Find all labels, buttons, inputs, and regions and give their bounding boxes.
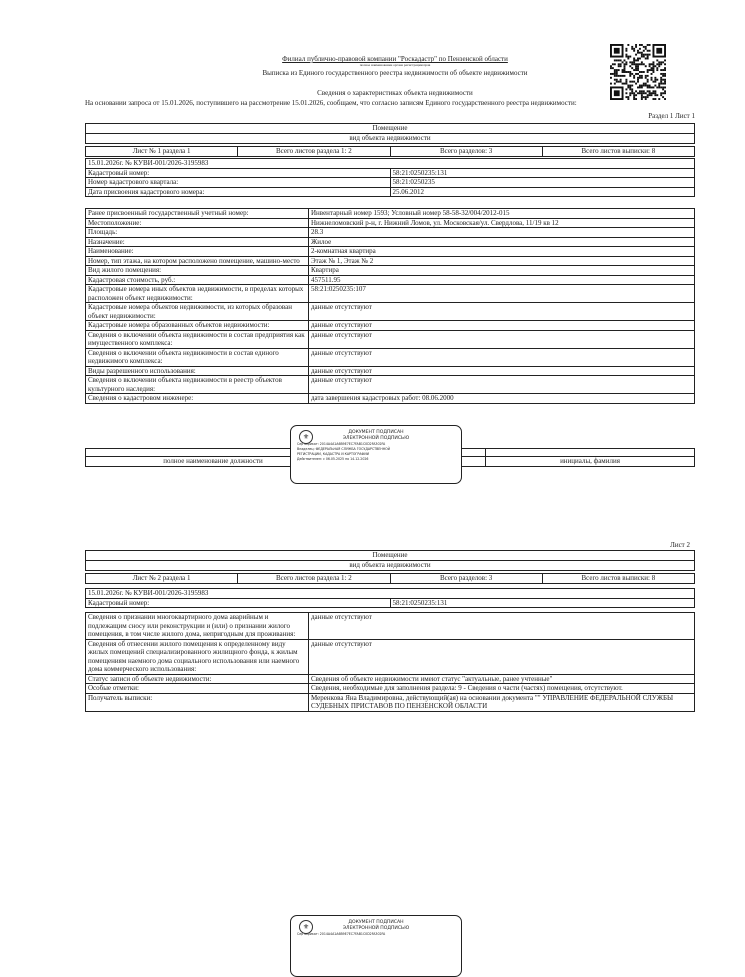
table-row: [86, 209, 695, 219]
field-label: Кадастровые номера иных объектов недвижимости, в пределах которых расположен объект недвижимости:: [86, 285, 309, 303]
field-value: 25.06.2012: [390, 187, 695, 197]
field-value: 58:21:0250235: [390, 178, 695, 188]
field-value: 2-комнатная квартира: [309, 247, 695, 257]
table-row: [86, 303, 695, 321]
field-value: данные отсутствуют: [309, 376, 695, 394]
cadastral-number-value: 58:21:0250235:131: [390, 598, 695, 608]
field-label: Вид жилого помещения:: [86, 266, 309, 276]
field-value: 28.3: [309, 228, 695, 238]
table-row: [86, 376, 695, 394]
object-type: Помещение: [86, 551, 695, 561]
field-label: Сведения о включении объекта недвижимости в состав предприятия как имущественного комплекса:: [86, 330, 309, 348]
sections-total: Всего разделов: 3: [390, 147, 542, 157]
position-caption: полное наименование должности: [86, 457, 341, 467]
field-value: Этаж № 1, Этаж № 2: [309, 256, 695, 266]
table-row: [86, 639, 695, 674]
field-label: Ранее присвоенный государственный учетный номер:: [86, 209, 309, 219]
intro-text: На основании запроса от 15.01.2026, поступившего на рассмотрение 15.01.2026, сообщаем, что согласно записям Единого государственного реестра недвижимости:: [85, 99, 577, 107]
extract-sheets-total: Всего листов выписки: 8: [542, 574, 694, 584]
object-type: Помещение: [86, 124, 695, 134]
characteristics-table-2: [85, 612, 695, 712]
field-value: данные отсутствуют: [309, 639, 695, 674]
field-value: 58:21:0250235:131: [390, 168, 695, 178]
field-label: Особые отметки:: [86, 684, 309, 694]
table-row: [86, 228, 695, 238]
field-label: Кадастровая стоимость, руб.:: [86, 275, 309, 285]
stamp-certificate: Сертификат: 2014A4A1A6B9E7EC7FAB1C0D2FA302FA: [297, 932, 386, 936]
e-signature-stamp: [290, 425, 462, 484]
request-number: 15.01.2026г. № КУВИ-001/2026-3195983: [86, 159, 695, 169]
stamp-line1: ДОКУМЕНТ ПОДПИСАН: [348, 920, 404, 925]
table-row: [86, 674, 695, 684]
field-label: Сведения о включении объекта недвижимости в состав единого недвижимого комплекса:: [86, 348, 309, 366]
field-value: Сведения, необходимые для заполнения раздела: 9 - Сведения о части (частях) помещения, отсутствуют.: [309, 684, 695, 694]
sheet-number: Лист № 1 раздела 1: [86, 147, 238, 157]
identifiers-table: [85, 158, 695, 197]
table-row: [86, 178, 695, 188]
request-number: 15.01.2026г. № КУВИ-001/2026-3195983: [86, 589, 695, 599]
field-value: 58:21:0250235:107: [309, 285, 695, 303]
field-label: Кадастровый номер:: [86, 168, 391, 178]
org-name: Филиал публично-правовой компании "Роскадастр" по Пензенской области: [282, 55, 508, 63]
field-label: Местоположение:: [86, 218, 309, 228]
object-type-caption: вид объекта недвижимости: [86, 561, 695, 571]
table-row: [86, 330, 695, 348]
field-label: Кадастровые номера объектов недвижимости, из которых образован объект недвижимости:: [86, 303, 309, 321]
table-row: [86, 321, 695, 331]
field-value: Нижнеломовский р-н, г. Нижний Ломов, ул. Московская/ул. Свердлова, 11/19 кв 12: [309, 218, 695, 228]
field-value: данные отсутствуют: [309, 303, 695, 321]
sheet-number: Лист № 2 раздела 1: [86, 574, 238, 584]
table-row: [86, 168, 695, 178]
object-type-caption: вид объекта недвижимости: [86, 134, 695, 144]
qr-code: [610, 44, 666, 100]
table-row: [86, 285, 695, 303]
field-value: данные отсутствуют: [309, 321, 695, 331]
table-row: [86, 275, 695, 285]
field-label: Сведения о включении объекта недвижимости в реестр объектов культурного наследия:: [86, 376, 309, 394]
table-row: [86, 218, 695, 228]
field-label: Виды разрешенного использования:: [86, 366, 309, 376]
field-label: Площадь:: [86, 228, 309, 238]
document-title: Выписка из Единого государственного реестра недвижимости об объекте недвижимости: [262, 69, 528, 77]
identifiers-table-2: [85, 588, 695, 608]
name-caption: инициалы, фамилия: [486, 457, 695, 467]
field-value: дата завершения кадастровых работ: 08.06.2000: [309, 394, 695, 404]
table-row: [86, 266, 695, 276]
table-row: [86, 256, 695, 266]
table-row: [86, 247, 695, 257]
org-caption: полное наименование органа регистрации прав: [359, 63, 431, 67]
table-row: [86, 366, 695, 376]
section-sheet-label: Раздел 1 Лист 1: [648, 112, 695, 120]
characteristics-table: [85, 208, 695, 404]
section-sheets-total: Всего листов раздела 1: 2: [238, 574, 390, 584]
field-label: Дата присвоения кадастрового номера:: [86, 187, 391, 197]
table-row: [86, 187, 695, 197]
object-type-table-2: [85, 550, 695, 571]
field-value: 457511.95: [309, 275, 695, 285]
field-label: Кадастровые номера образованных объектов недвижимости:: [86, 321, 309, 331]
extract-sheets-total: Всего листов выписки: 8: [542, 147, 694, 157]
sheet-info-table: [85, 146, 695, 157]
field-label: Сведения о признании многоквартирного дома аварийным и подлежащим сносу или реконструкции и (или) о признании жилого помещения, в том числе жилого дома, непригодным для проживания:: [86, 613, 309, 640]
field-value: Жилое: [309, 237, 695, 247]
cadastral-number-label: Кадастровый номер:: [86, 598, 391, 608]
field-value: данные отсутствуют: [309, 348, 695, 366]
stamp-line2: ЭЛЕКТРОННОЙ ПОДПИСЬЮ: [342, 436, 410, 441]
field-value: Сведения об объекте недвижимости имеют статус "актуальные, ранее учтенные": [309, 674, 695, 684]
sheet-info-table-2: [85, 573, 695, 584]
field-label: Номер, тип этажа, на котором расположено помещение, машино-место: [86, 256, 309, 266]
field-value: Квартира: [309, 266, 695, 276]
field-label: Наименование:: [86, 247, 309, 257]
stamp-owner-2: РЕГИСТРАЦИИ, КАДАСТРА И КАРТОГРАФИИ: [297, 452, 369, 456]
emblem-icon: ⚜: [299, 430, 313, 444]
field-value: данные отсутствуют: [309, 366, 695, 376]
table-row: [86, 237, 695, 247]
field-label: Назначение:: [86, 237, 309, 247]
document-subtitle: Сведения о характеристиках объекта недвижимости: [317, 89, 473, 97]
table-row: [86, 693, 695, 711]
table-row: [86, 684, 695, 694]
field-label: Статус записи об объекте недвижимости:: [86, 674, 309, 684]
object-type-table: [85, 123, 695, 144]
sheet-2-label: Лист 2: [670, 541, 690, 549]
field-value: Инвентарный номер 1593; Условный номер 58-58-32/004/2012-015: [309, 209, 695, 219]
field-label: Сведения об отнесении жилого помещения к определенному виду жилых помещений специализированного жилищного фонда, к жилым помещениям наемного дома социального использования или наемного дома коммерческого использования:: [86, 639, 309, 674]
table-row: [86, 348, 695, 366]
field-value: данные отсутствуют: [309, 613, 695, 640]
stamp-line1: ДОКУМЕНТ ПОДПИСАН: [348, 430, 404, 435]
table-row: [86, 394, 695, 404]
field-label: Номер кадастрового квартала:: [86, 178, 391, 188]
field-value: данные отсутствуют: [309, 330, 695, 348]
field-label: Получатель выписки:: [86, 693, 309, 711]
stamp-line2: ЭЛЕКТРОННОЙ ПОДПИСЬЮ: [342, 926, 410, 931]
emblem-icon: ⚜: [299, 920, 313, 934]
field-label: Сведения о кадастровом инженере:: [86, 394, 309, 404]
section-sheets-total: Всего листов раздела 1: 2: [238, 147, 390, 157]
field-value: Меренкова Яна Владимировна, действующий(ая) на основании документа "" УПРАВЛЕНИЕ ФЕДЕРАЛЬНОЙ СЛУЖБЫ СУДЕБНЫХ ПРИСТАВОВ ПО ПЕНЗЕНСКОЙ ОБЛАСТИ: [309, 693, 695, 711]
sections-total: Всего разделов: 3: [390, 574, 542, 584]
table-row: [86, 613, 695, 640]
e-signature-stamp-2: [290, 915, 462, 977]
stamp-certificate: Сертификат: 2014A4A1A6B9E7EC7FAB1C0D2FA302FA: [297, 442, 386, 446]
stamp-owner: Владелец: ФЕДЕРАЛЬНАЯ СЛУЖБА ГОСУДАРСТВЕННОЙ: [297, 447, 391, 451]
stamp-validity: Действителен: с 06.05.2025 по 14.12.2026: [297, 457, 369, 461]
